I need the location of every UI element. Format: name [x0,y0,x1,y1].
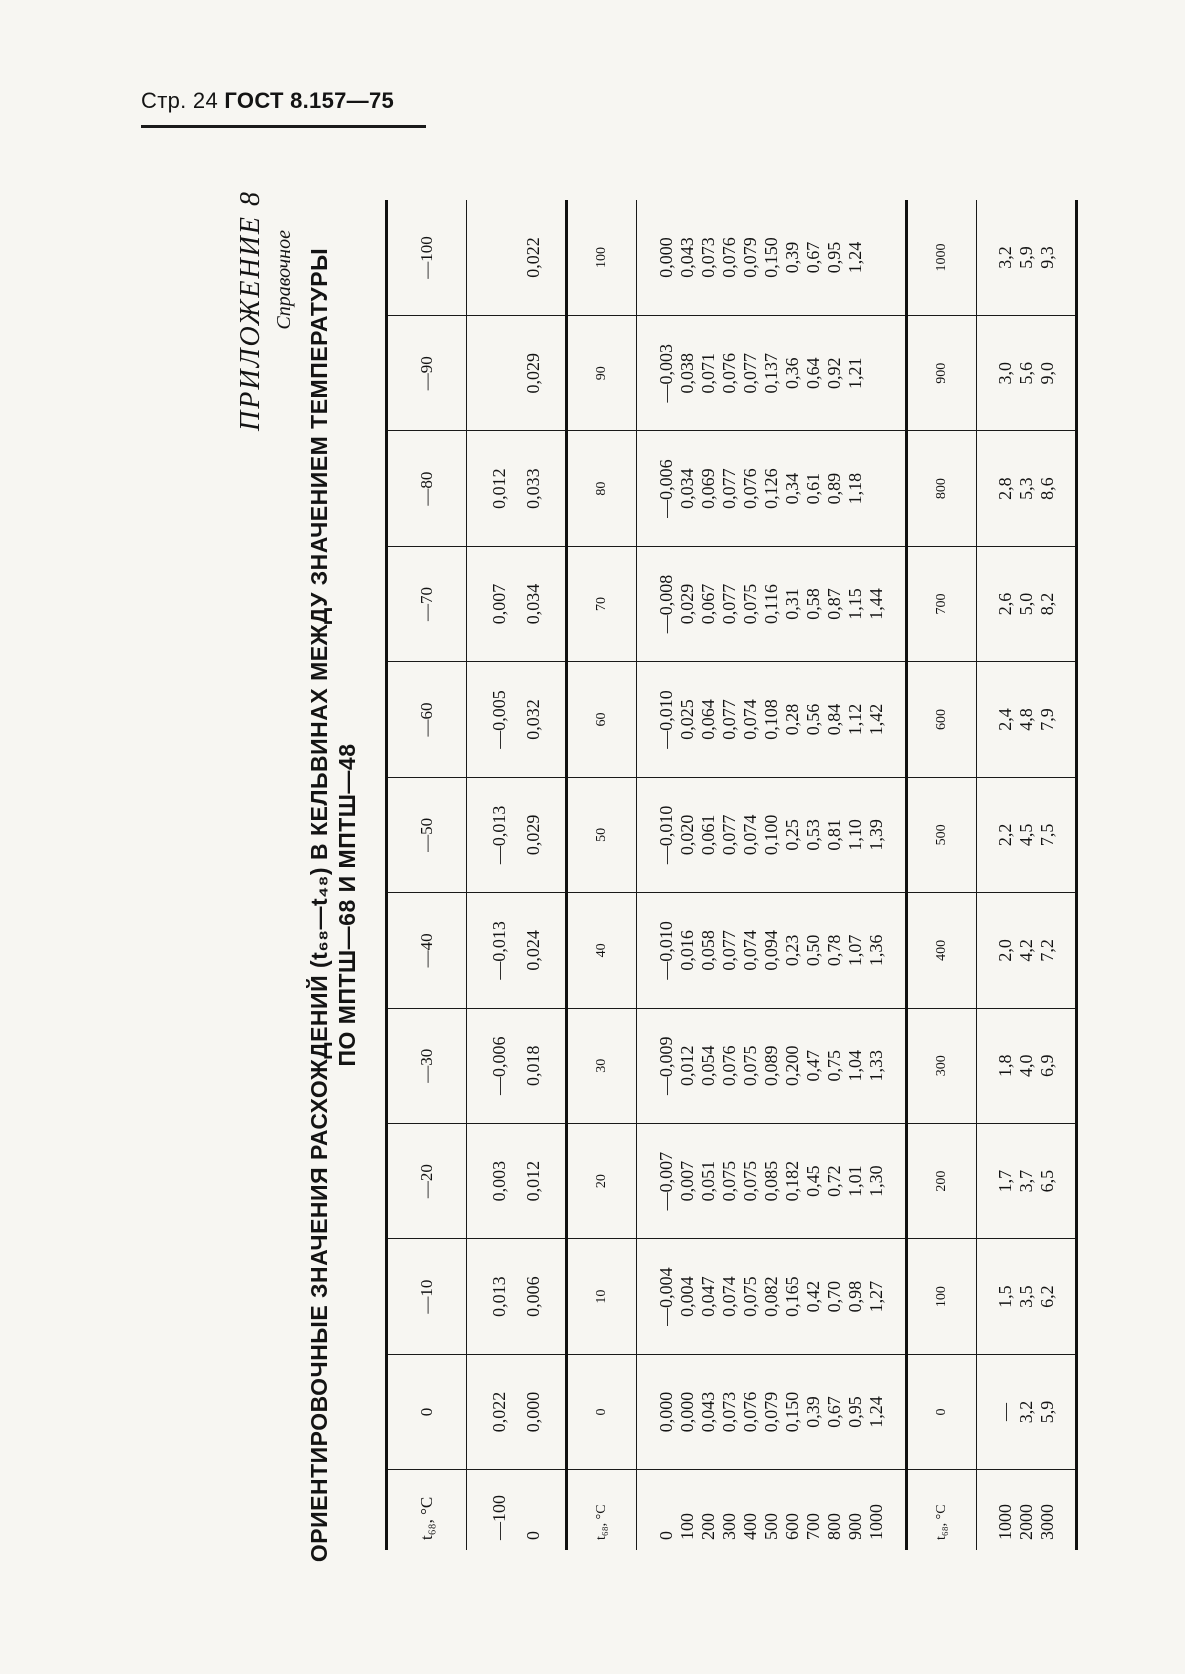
cell-value: 0,079 [739,237,760,278]
section3-header-row [907,200,977,1550]
cell-value: 0,39 [781,241,802,274]
section3-col-header: 400 [907,893,977,1008]
cell-value: 1,8 [994,1054,1015,1077]
cell-value: 0,058 [697,930,718,971]
cell-value: 0,076 [739,1391,760,1433]
stub-value: 700 [802,1513,823,1540]
section3-col-header: 100 [907,1239,977,1354]
cell-value: 0,100 [760,814,781,856]
cell-value: 0,075 [739,1045,760,1086]
stub-value: 800 [823,1513,844,1540]
section3-col-header: 300 [907,1008,977,1123]
cell-value: 0,007 [489,583,509,625]
cell-value: — [994,1403,1015,1421]
cell-value: 1,39 [865,819,886,851]
cell-value: 1,10 [844,819,865,851]
cell-value: —0,007 [655,1151,676,1211]
table-cell [977,1123,1077,1238]
cell-value: 0,075 [739,583,760,625]
cell-value: 0,53 [802,819,823,851]
cell-value [866,316,887,430]
cell-value: 1,12 [844,703,865,736]
table-cell [467,200,567,315]
table-title-line2: ПО МПТШ—68 И МПТШ—48 [334,743,360,1067]
cell-value: 6,2 [1036,1285,1057,1308]
cell-value: 0,150 [760,237,781,278]
cell-value: 0,45 [802,1165,823,1197]
cell-value: 1,15 [844,588,865,620]
cell-value: 0,39 [802,1396,823,1428]
cell-value: 4,0 [1015,1054,1036,1077]
cell-value: 0,077 [718,930,739,971]
cell-value: 0,42 [802,1280,823,1313]
cell-value: —0,013 [489,921,509,980]
doc-code: ГОСТ 8.157—75 [224,88,395,113]
cell-value: 0,051 [697,1160,718,1202]
cell-value: 0,029 [523,814,543,856]
stub-value: 0 [655,1531,676,1540]
page-label: Стр. 24 [141,88,218,113]
table-cell [637,315,907,430]
section3-stub-header: t₆₈, °C [907,1470,977,1550]
cell-value: 0,094 [760,930,781,971]
cell-value: 0,020 [676,814,697,856]
cell-value: 4,8 [1015,708,1036,731]
section1-stub-cell [467,1470,567,1550]
table-cell [977,662,1077,777]
cell-value: 7,2 [1036,939,1057,962]
cell-value: 0,87 [823,588,844,620]
cell-value: 0,108 [760,699,781,740]
table-cell [467,1354,567,1469]
table-cell [977,1354,1077,1469]
cell-value: 0,72 [823,1165,844,1197]
cell-value: 0,032 [523,699,543,740]
table-cell [467,1123,567,1238]
section1-col-header: —20 [387,1123,467,1238]
cell-value: 0,076 [718,1045,739,1086]
section2-stub-cell [637,1470,907,1550]
cell-value: 0,054 [697,1045,718,1086]
cell-value: 0,56 [802,703,823,736]
cell-value: 5,3 [1015,477,1036,500]
cell-value: 9,0 [1036,361,1057,385]
cell-value: 0,116 [760,584,781,624]
cell-value: 0,67 [802,241,823,274]
cell-value: 0,064 [697,699,718,740]
cell-value: 1,21 [844,357,865,389]
cell-value: 0,61 [802,472,823,505]
cell-value: 2,8 [994,477,1015,500]
cell-value: 1,5 [994,1285,1015,1308]
section1-col-header: —70 [387,546,467,661]
stub-value: 600 [781,1513,802,1540]
table-cell [977,546,1077,661]
cell-value: —0,010 [655,921,676,980]
cell-value: 0,034 [676,468,697,509]
cell-value: 1,42 [865,703,886,736]
cell-value: 0,075 [718,1160,739,1202]
cell-value: 0,31 [781,588,802,620]
header-rule [141,125,426,128]
cell-value: 0,074 [739,930,760,971]
cell-value: 0,022 [489,1391,509,1433]
section1-col-header: —40 [387,893,467,1008]
cell-value: 1,27 [865,1280,886,1313]
cell-value: 0,073 [718,1391,739,1433]
section2-col-header: 50 [567,777,637,892]
cell-value: 0,78 [823,934,844,967]
cell-value: 0,075 [739,1160,760,1202]
section3-stub-cell [977,1470,1077,1550]
cell-value: 0,077 [718,814,739,856]
section2-col-header: 70 [567,546,637,661]
cell-value: 0,75 [823,1049,844,1082]
section2-col-header: 80 [567,431,637,546]
cell-value: 3,2 [994,246,1015,269]
cell-value: 0,077 [718,583,739,625]
cell-value: 0,000 [655,237,676,278]
cell-value [866,431,887,545]
stub-value: 400 [739,1513,760,1540]
cell-value: 0,012 [489,468,509,509]
cell-value: 0,67 [823,1396,844,1428]
cell-value: 0,047 [697,1276,718,1317]
section2-body-row [637,200,907,1550]
cell-value [482,200,516,315]
table-title [305,240,361,1570]
page-header [141,88,426,114]
cell-value: 1,24 [844,241,865,274]
cell-value: —0,004 [655,1267,676,1326]
table-cell [977,431,1077,546]
cell-value: 0,082 [760,1276,781,1317]
cell-value: —0,010 [655,690,676,749]
cell-value: 8,6 [1036,477,1057,500]
stub-value: —100 [489,1495,509,1540]
table-cell [467,315,567,430]
section2-header-row [567,200,637,1550]
section3-col-header: 700 [907,546,977,661]
stub-value: 2000 [1015,1504,1036,1540]
cell-value: 1,33 [865,1049,886,1082]
cell-value: 0,126 [760,468,781,509]
cell-value: 0,029 [523,352,543,394]
table-cell [977,200,1077,315]
cell-value: 0,81 [823,819,844,851]
cell-value: 1,36 [865,934,886,967]
table-cell [637,1123,907,1238]
cell-value: 0,50 [802,934,823,967]
cell-value: 0,022 [523,237,543,278]
cell-value: 0,23 [781,934,802,967]
table-cell [467,1008,567,1123]
table-cell [467,1239,567,1354]
table-cell [977,893,1077,1008]
cell-value: 2,0 [994,939,1015,962]
table-cell [977,315,1077,430]
cell-value: 8,2 [1036,592,1057,616]
cell-value: —0,006 [489,1036,509,1095]
section3-col-header: 200 [907,1123,977,1238]
cell-value: 1,24 [865,1396,886,1428]
stub-value: 900 [844,1513,865,1540]
cell-value: 0,016 [676,930,697,971]
cell-value: 1,04 [844,1049,865,1082]
discrepancy-table [385,200,1078,1550]
cell-value: 0,043 [676,237,697,278]
cell-value: 0,071 [697,352,718,394]
section2-col-header: 60 [567,662,637,777]
stub-value: 3000 [1036,1504,1057,1540]
cell-value: 5,6 [1015,361,1036,385]
cell-value: 0,47 [802,1049,823,1082]
cell-value: —0,003 [655,343,676,403]
cell-value: 0,076 [739,468,760,509]
cell-value: 0,58 [802,588,823,620]
cell-value: 0,079 [760,1391,781,1433]
cell-value [482,316,516,430]
table-cell [977,777,1077,892]
table-cell [467,431,567,546]
table-cell [637,546,907,661]
cell-value: 1,7 [994,1169,1015,1193]
cell-value: 0,077 [718,699,739,740]
section2-col-header: 10 [567,1239,637,1354]
cell-value: 0,038 [676,352,697,394]
stub-value: 0 [523,1531,543,1540]
appendix-subtitle: Справочное [273,230,295,330]
table-cell [977,1008,1077,1123]
cell-value [866,200,887,315]
section2-col-header: 0 [567,1354,637,1469]
cell-value: 0,007 [676,1160,697,1202]
cell-value: 1,44 [865,588,886,620]
cell-value: —0,008 [655,574,676,634]
section1-header-row [387,200,467,1550]
stub-value: 100 [676,1513,697,1540]
cell-value: 1,07 [844,934,865,967]
cell-value: 0,000 [676,1391,697,1433]
section3-col-header: 0 [907,1354,977,1469]
cell-value: 0,36 [781,357,802,389]
stub-value: 1000 [865,1504,886,1540]
cell-value: 7,9 [1036,708,1057,731]
table-cell [467,893,567,1008]
stub-value: 500 [760,1513,781,1540]
cell-value: 3,0 [994,361,1015,385]
cell-value: 0,024 [523,930,543,971]
section3-col-header: 1000 [907,200,977,315]
section2-col-header: 40 [567,893,637,1008]
section2-col-header: 90 [567,315,637,430]
cell-value: 3,7 [1015,1169,1036,1193]
section1-col-header: —10 [387,1239,467,1354]
section1-col-header: —100 [387,200,467,315]
table-cell [637,777,907,892]
cell-value: 4,5 [1015,823,1036,847]
section3-col-header: 900 [907,315,977,430]
cell-value: 0,029 [676,583,697,625]
cell-value: 0,077 [739,352,760,394]
cell-value: 0,025 [676,699,697,740]
cell-value: 1,30 [865,1165,886,1197]
cell-value: 2,6 [994,592,1015,616]
cell-value: 0,075 [739,1276,760,1317]
section1-col-header: —90 [387,315,467,430]
cell-value: 0,95 [844,1396,865,1428]
cell-value: 0,034 [523,583,543,625]
section3-col-header: 500 [907,777,977,892]
table-cell [637,1239,907,1354]
section1-body-row [467,200,567,1550]
cell-value: 0,165 [781,1276,802,1317]
cell-value: 5,9 [1036,1400,1057,1424]
table-cell [637,1354,907,1469]
cell-value: 0,64 [802,357,823,389]
table-cell [637,431,907,546]
cell-value: 0,069 [697,468,718,509]
section3-col-header: 600 [907,662,977,777]
cell-value: 0,182 [781,1160,802,1202]
cell-value: 0,98 [844,1280,865,1313]
cell-value: 1,01 [844,1165,865,1197]
table-cell [467,546,567,661]
section1-col-header: 0 [387,1354,467,1469]
cell-value: 0,89 [823,472,844,505]
section1-col-header: —60 [387,662,467,777]
section2-col-header: 20 [567,1123,637,1238]
section3-col-header: 800 [907,431,977,546]
section2-col-header: 100 [567,200,637,315]
cell-value: 0,074 [718,1276,739,1317]
cell-value: 0,013 [489,1276,509,1317]
cell-value: 0,006 [523,1276,543,1317]
table-cell [467,662,567,777]
cell-value: 0,012 [523,1160,543,1202]
section2-stub-header: t₆₈, °C [567,1470,637,1550]
cell-value: —0,006 [655,459,676,518]
cell-value: 0,077 [718,468,739,509]
cell-value: 0,033 [523,468,543,509]
cell-value: 0,000 [655,1391,676,1433]
cell-value: 0,043 [697,1391,718,1433]
section1-stub-header: t₆₈, °C [387,1470,467,1550]
cell-value: 0,200 [781,1045,802,1086]
cell-value: —0,009 [655,1036,676,1095]
section2-col-header: 30 [567,1008,637,1123]
stub-value: 1000 [994,1504,1015,1540]
table-cell [977,1239,1077,1354]
cell-value: 0,018 [523,1045,543,1086]
stub-value: 300 [718,1513,739,1540]
table-cell [637,893,907,1008]
cell-value: 0,076 [718,352,739,394]
cell-value: —0,013 [489,805,509,865]
stub-value: 200 [697,1513,718,1540]
cell-value: 5,9 [1015,246,1036,269]
section1-col-header: —80 [387,431,467,546]
cell-value: 6,5 [1036,1169,1057,1193]
cell-value: 0,95 [823,241,844,274]
cell-value: 0,70 [823,1280,844,1313]
table-title-line1: ОРИЕНТИРОВОЧНЫЕ ЗНАЧЕНИЯ РАСХОЖДЕНИЙ (t₆₈—t₄₈) В КЕЛЬВИНАХ МЕЖДУ ЗНАЧЕНИЕМ ТЕМПЕРАТУРЫ [306,247,332,1563]
cell-value: 0,074 [739,699,760,740]
appendix-title: ПРИЛОЖЕНИЕ 8 [235,190,266,431]
cell-value: 0,074 [739,814,760,856]
table-cell [637,1008,907,1123]
cell-value: 0,25 [781,819,802,851]
cell-value: 0,012 [676,1045,697,1086]
cell-value: 2,4 [994,708,1015,731]
cell-value: 0,137 [760,352,781,394]
table-cell [637,662,907,777]
cell-value: —0,010 [655,805,676,865]
table-cell [637,200,907,315]
rotated-content [235,160,1115,1570]
cell-value: 2,2 [994,823,1015,847]
cell-value: 0,003 [489,1160,509,1202]
cell-value: 5,0 [1015,592,1036,616]
cell-value: 9,3 [1036,246,1057,269]
cell-value: 0,073 [697,237,718,278]
cell-value: 7,5 [1036,823,1057,847]
cell-value: 0,061 [697,814,718,856]
cell-value: 1,18 [844,472,865,505]
cell-value: 0,000 [523,1391,543,1433]
cell-value: 4,2 [1015,939,1036,962]
cell-value: 6,9 [1036,1054,1057,1077]
cell-value: 0,067 [697,583,718,625]
section1-col-header: —30 [387,1008,467,1123]
cell-value: 0,28 [781,703,802,736]
section1-col-header: —50 [387,777,467,892]
cell-value: 0,150 [781,1391,802,1433]
cell-value: 3,5 [1015,1285,1036,1308]
cell-value: 0,92 [823,357,844,389]
section3-body-row [977,200,1077,1550]
table-cell [467,777,567,892]
cell-value: —0,005 [489,690,509,749]
cell-value: 0,34 [781,472,802,505]
cell-value: 0,076 [718,237,739,278]
cell-value: 0,085 [760,1160,781,1202]
cell-value: 3,2 [1015,1400,1036,1424]
cell-value: 0,004 [676,1276,697,1317]
cell-value: 0,089 [760,1045,781,1086]
cell-value: 0,84 [823,703,844,736]
